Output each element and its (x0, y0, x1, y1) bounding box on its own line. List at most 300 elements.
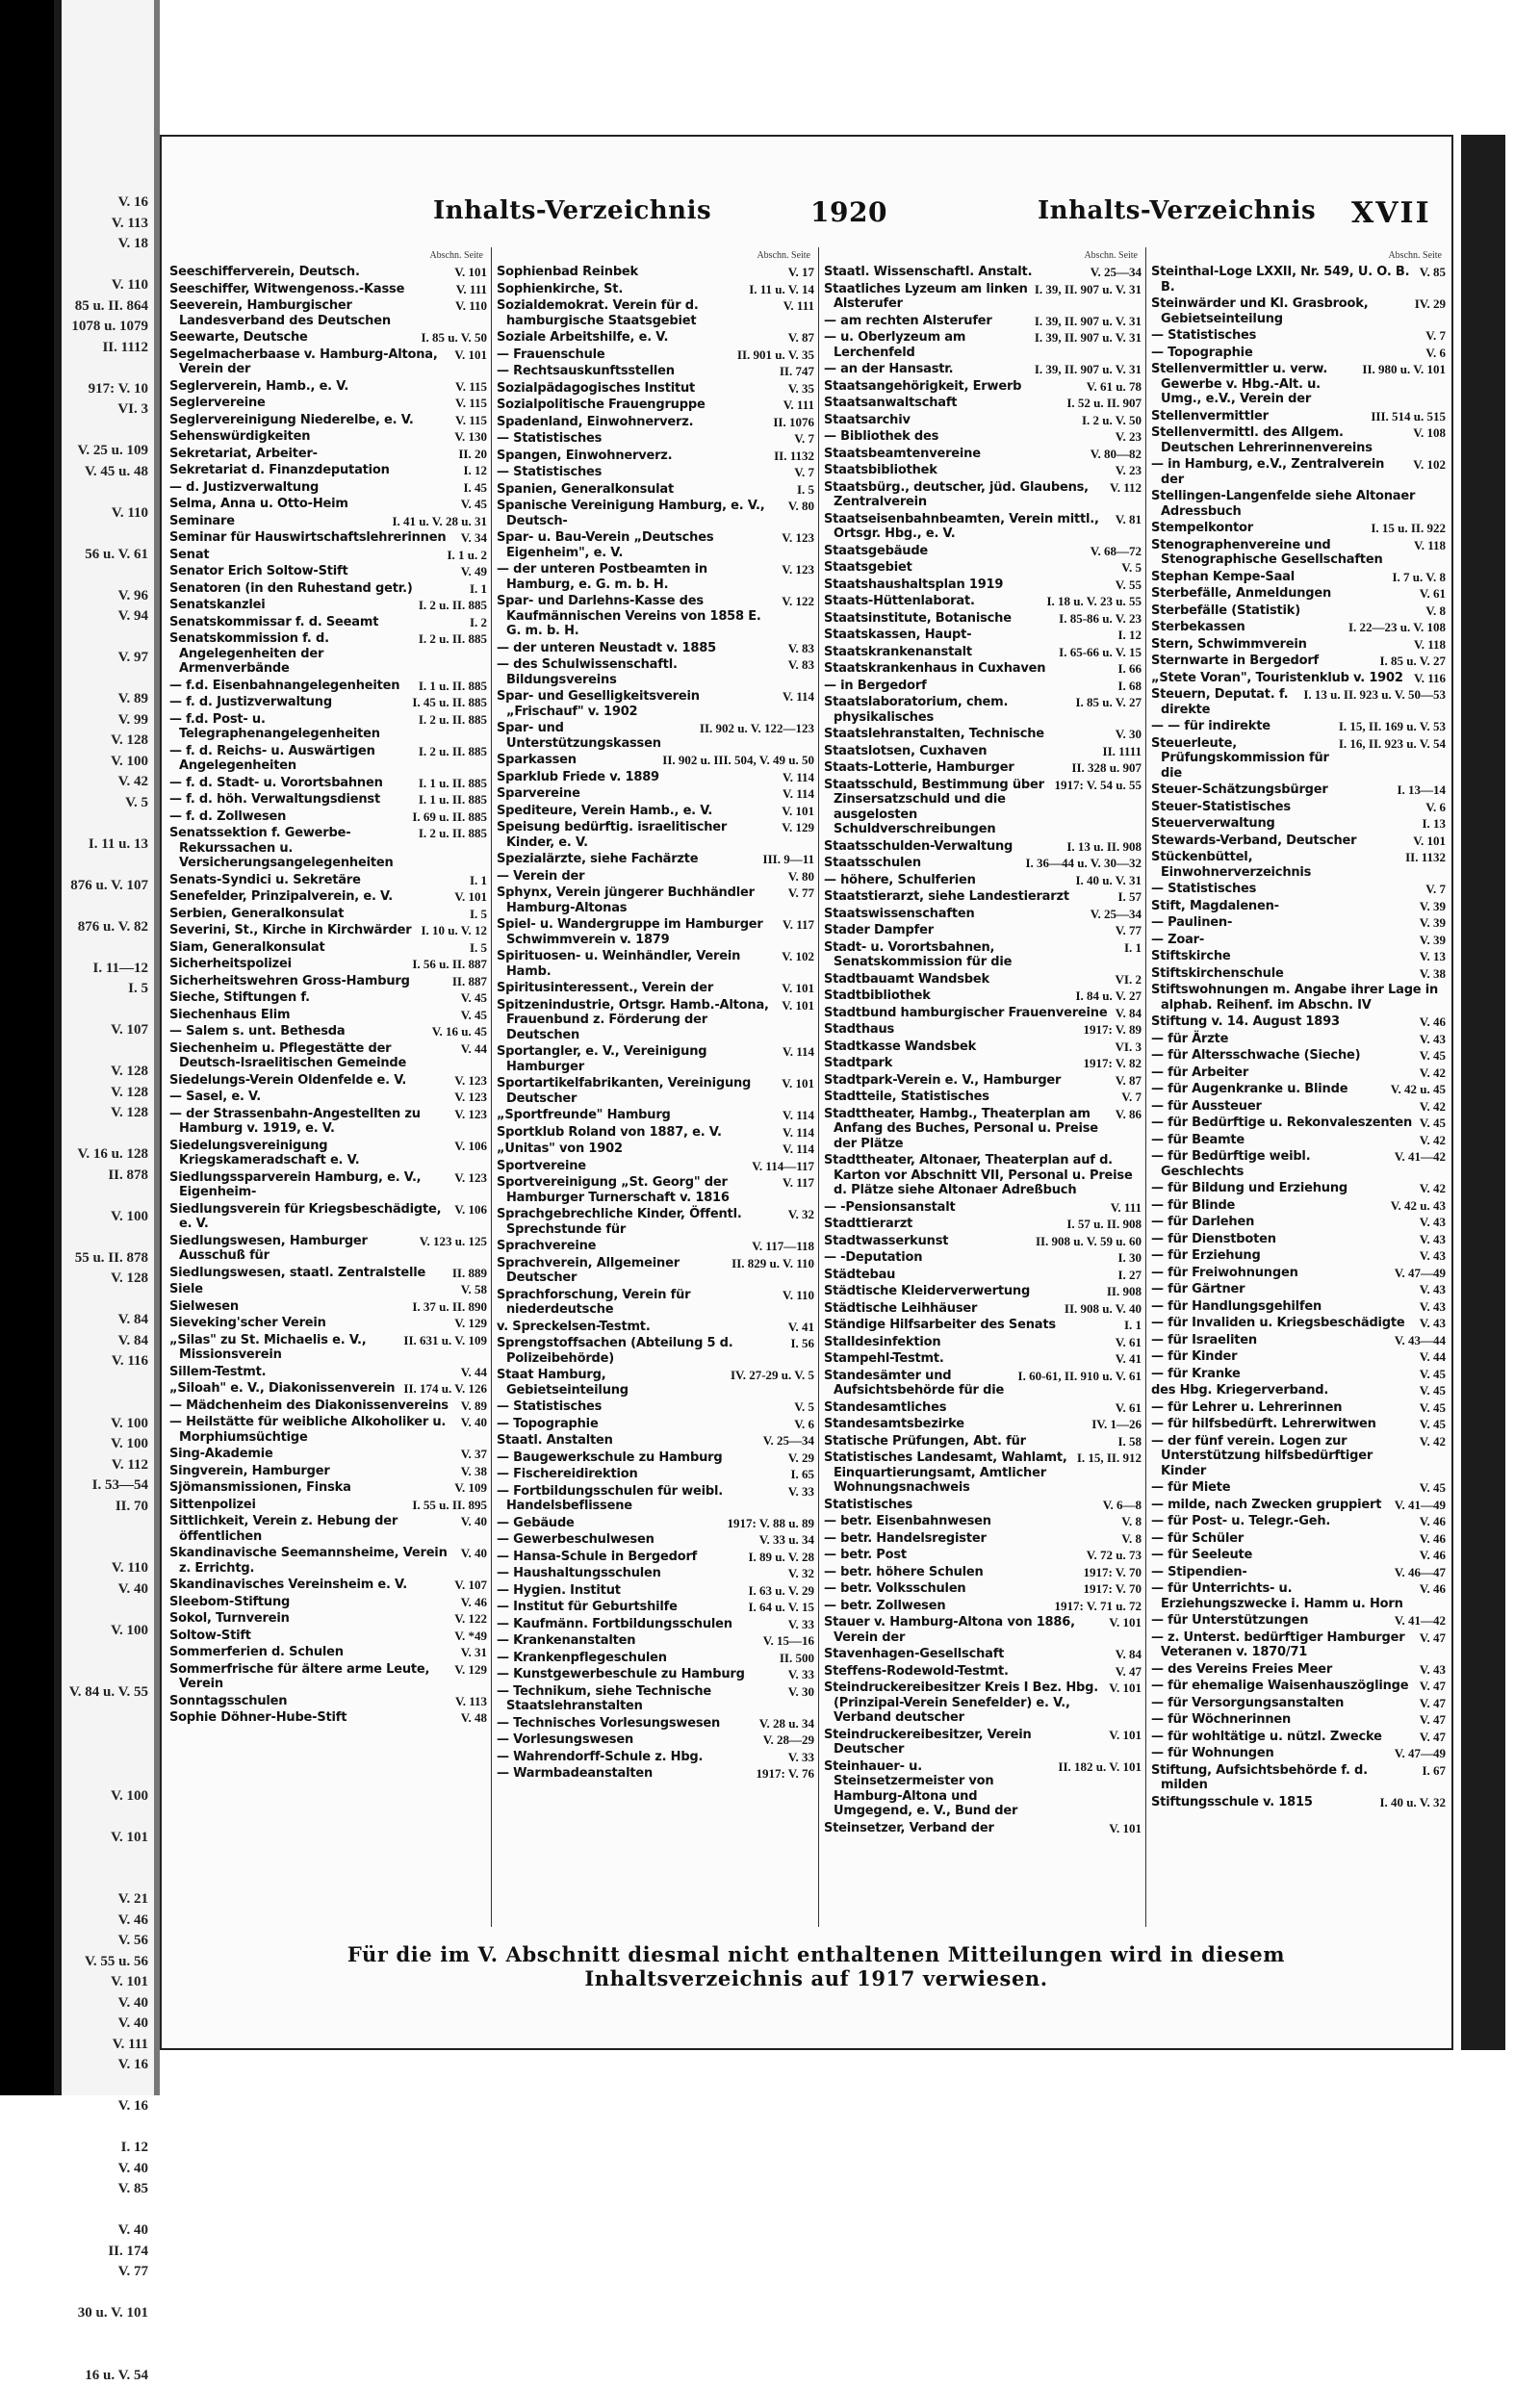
index-entry (824, 1301, 1142, 1317)
entry-term-text: — d. Justizverwaltung (169, 480, 319, 495)
entry-term-text: Senator Erich Soltow-Stift (169, 564, 348, 578)
index-page (160, 135, 1453, 2050)
entry-term-text: Städtische Leihhäuser (824, 1301, 977, 1316)
entry-reference: I. 15, II. 169 u. V. 53 (1333, 719, 1446, 734)
index-entry (1151, 1333, 1446, 1348)
entry-term-text: Seeverein, Hamburgischer Landesverband des Deutschen (169, 298, 391, 328)
entry-reference: II. 1132 (1399, 850, 1446, 865)
entry-term-text: Stiftung, Aufsichtsbehörde f. d. milden (1151, 1763, 1368, 1793)
entry-term (169, 1415, 455, 1445)
index-entry (1151, 850, 1446, 880)
entry-term-text: Spadenland, Einwohnerverz. (497, 415, 693, 429)
index-entry (169, 447, 487, 462)
entry-term-text: — Haushaltungsschulen (497, 1566, 661, 1580)
entry-term-text: Sternwarte in Bergedorf (1151, 654, 1319, 668)
entry-term (497, 1399, 788, 1415)
entry-term (824, 1284, 1101, 1299)
entry-term-text: — für Israeliten (1151, 1333, 1257, 1347)
previous-page-ref: 16 u. V. 54 (62, 2366, 154, 2386)
entry-reference: 1917: V. 89 (1077, 1022, 1142, 1038)
index-entry (1151, 1662, 1446, 1678)
previous-page-ref (62, 813, 154, 834)
entry-reference: V. 41—42 (1389, 1613, 1446, 1629)
entry-term-text: Sozialpolitische Frauengruppe (497, 398, 706, 412)
index-entry (497, 1207, 814, 1237)
entry-reference: V. 17 (783, 265, 814, 280)
entry-term-text: Staatsschulen (824, 856, 921, 870)
entry-term (169, 889, 449, 905)
index-entry (824, 695, 1142, 725)
entry-term (824, 379, 1081, 395)
entry-term-text: Seglerverein, Hamb., e. V. (169, 379, 348, 394)
entry-reference: I. 57 u. II. 908 (1061, 1217, 1142, 1232)
index-entry (824, 265, 1142, 280)
entry-term-text: Spar- und Unterstützungskassen (497, 721, 661, 751)
entry-term (824, 1759, 1052, 1819)
index-entry (497, 1433, 814, 1449)
entry-term (1151, 1367, 1414, 1382)
entry-term-text: — für Post- u. Telegr.-Geh. (1151, 1514, 1330, 1528)
entry-term-text: Stellenvermittl. des Allgem. Deutschen Lehrerinnenvereins (1151, 425, 1373, 455)
entry-reference: II. 901 u. V. 35 (732, 347, 814, 363)
entry-term-text: — Rechtsauskunftsstellen (497, 364, 675, 378)
index-entry (169, 990, 487, 1006)
entry-term (169, 330, 415, 346)
previous-page-ref: V. 100 (62, 1786, 154, 1808)
entry-term (1151, 1082, 1385, 1097)
entry-term-text: Sprachverein, Allgemeiner Deutscher (497, 1256, 680, 1286)
entry-term (169, 1282, 455, 1297)
entry-term (1151, 1149, 1389, 1179)
entry-reference: II. 631 u. V. 109 (398, 1333, 487, 1348)
entry-term (824, 314, 1029, 329)
entry-term-text: Steuer-Schätzungsbürger (1151, 783, 1328, 797)
entry-term-text: Staatsinstitute, Botanische (824, 611, 1012, 626)
entry-term (824, 988, 1069, 1004)
entry-term-text: — Statistisches (1151, 882, 1256, 896)
index-entry (169, 1365, 487, 1380)
entry-term (1151, 1048, 1414, 1064)
entry-reference: V. 45 (455, 990, 487, 1006)
index-entry (497, 1125, 814, 1141)
entry-term (824, 1335, 1110, 1350)
entry-term-text: Staatsgebäude (824, 544, 928, 558)
entry-term (824, 512, 1110, 542)
index-entry (824, 1514, 1142, 1529)
previous-page-ref: I. 5 (62, 979, 154, 1000)
entry-term (824, 1680, 1103, 1726)
index-entry (169, 1282, 487, 1297)
entry-term (1151, 654, 1373, 669)
entry-reference: V. 7 (1420, 882, 1446, 897)
index-entry (169, 1381, 487, 1397)
previous-page-ref: V. 16 (62, 2096, 154, 2117)
entry-term-text: — Salem s. unt. Bethesda (169, 1024, 345, 1039)
entry-term (1151, 671, 1408, 686)
index-entry (169, 1234, 487, 1264)
index-entry (169, 1008, 487, 1023)
entry-reference: V. 101 (776, 804, 814, 819)
entry-term (497, 1651, 774, 1666)
entry-term-text: Seminar für Hauswirtschaftslehrerinnen (169, 530, 446, 545)
entry-term (1151, 570, 1386, 585)
index-entry (824, 839, 1142, 855)
entry-term (497, 1766, 750, 1782)
entry-term-text: — für Gärtner (1151, 1282, 1245, 1296)
index-entry (497, 265, 814, 280)
entry-term-text: — für Ärzte (1151, 1032, 1228, 1046)
entry-term (497, 415, 767, 430)
entry-term-text: — Verein der (497, 869, 584, 884)
entry-reference: V. 47 (1110, 1664, 1142, 1680)
entry-term (824, 1107, 1110, 1152)
entry-reference: V. 7 (1116, 1090, 1142, 1105)
entry-term-text: Sparvereine (497, 786, 580, 801)
entry-term (824, 889, 1112, 905)
entry-reference: II. 887 (447, 974, 487, 989)
entry-term-text: Steuer-Statistisches (1151, 800, 1291, 814)
index-entry (1151, 1014, 1446, 1030)
entry-reference: 1917: V. 71 u. 72 (1048, 1599, 1142, 1614)
entry-reference: V. 8 (1116, 1514, 1142, 1529)
entry-term (169, 1546, 455, 1576)
entry-term (1151, 1232, 1414, 1247)
index-entry (169, 564, 487, 579)
entry-term (1151, 915, 1414, 931)
entry-term-text: Siedelungsvereinigung Kriegskameradschaft e. V. (169, 1139, 360, 1168)
entry-term-text: — für Lehrer u. Lehrerinnen (1151, 1400, 1342, 1415)
entry-term-text: v. Spreckelsen-Testmt. (497, 1320, 651, 1334)
previous-page-ref: V. 110 (62, 503, 154, 525)
entry-reference: II. 500 (774, 1651, 814, 1666)
index-entry (824, 330, 1142, 360)
entry-term (1151, 265, 1414, 295)
entry-term (169, 1464, 455, 1479)
index-entry (497, 1766, 814, 1782)
entry-term-text: Sterbekassen (1151, 620, 1245, 634)
entry-reference: V. 33 (783, 1750, 814, 1765)
entry-reference: V. 123 (449, 1107, 487, 1122)
entry-reference: I. 2 u. II. 885 (413, 631, 487, 647)
entry-term-text: Siedelungs-Verein Oldenfelde e. V. (169, 1073, 406, 1088)
index-entry (1151, 834, 1446, 849)
previous-page-ref: V. 45 u. 48 (62, 462, 154, 483)
entry-term-text: Stückenbüttel, Einwohnerverzeichnis (1151, 850, 1311, 880)
entry-term (497, 482, 791, 498)
entry-term (169, 907, 464, 922)
entry-term-text: Stadtbund hamburgischer Frauenvereine (824, 1006, 1107, 1020)
entry-reference: I. 57 (1112, 889, 1142, 905)
entry-term (169, 1234, 414, 1264)
entry-reference: V. 117 (777, 1175, 814, 1191)
index-entry (1151, 1198, 1446, 1214)
previous-page-ref: V. 107 (62, 1020, 154, 1041)
entry-term-text: — Stipendien- (1151, 1565, 1247, 1579)
index-entry (824, 889, 1142, 905)
entry-term (169, 497, 455, 512)
entry-term (824, 1318, 1118, 1333)
entry-term (1151, 687, 1297, 717)
entry-term-text: — betr. Eisenbahnwesen (824, 1514, 991, 1528)
entry-reference: V. 85 (1414, 265, 1446, 280)
entry-reference: I. 30 (1112, 1250, 1142, 1266)
entry-term (1151, 834, 1407, 849)
index-entry (497, 1617, 814, 1632)
entry-term (497, 1368, 725, 1398)
entry-reference: I. 10 u. V. 12 (415, 923, 487, 938)
entry-term (824, 1664, 1110, 1680)
entry-term (824, 1514, 1116, 1529)
previous-page-ref: V. 101 (62, 1972, 154, 1993)
entry-reference: IV. 27-29 u. V. 5 (725, 1368, 814, 1383)
entry-term (169, 1447, 455, 1462)
index-entry (824, 679, 1142, 694)
entry-reference: II. 174 u. V. 126 (398, 1381, 487, 1397)
previous-page-ref (62, 565, 154, 586)
entry-reference: I. 1 u. II. 885 (413, 792, 487, 808)
entry-term (169, 282, 450, 297)
entry-term-text: Staatseisenbahnbeamten, Verein mittl., Ortsgr. Hbg., e. V. (824, 512, 1099, 542)
entry-reference: V. 33 (783, 1484, 814, 1500)
header-year: 1920 (810, 196, 887, 228)
entry-reference: V. 8 (1420, 603, 1446, 619)
entry-term (497, 594, 776, 639)
index-entry (824, 1022, 1142, 1038)
index-entry (824, 1680, 1142, 1726)
entry-term (497, 1583, 742, 1599)
index-entry (169, 923, 487, 938)
entry-reference: V. 87 (1110, 1073, 1142, 1089)
entry-reference: V. 30 (1110, 727, 1142, 742)
index-entry (824, 907, 1142, 922)
index-entry (497, 1450, 814, 1466)
entry-reference: V. 42 u. 45 (1385, 1082, 1446, 1097)
entry-term-text: — f.d. Post- u. Telegraphenangelegenheiten (169, 712, 380, 742)
index-entry (169, 615, 487, 630)
index-entry (497, 1399, 814, 1415)
index-entry (169, 1333, 487, 1363)
entry-term (497, 1633, 757, 1649)
index-entry (169, 282, 487, 297)
entry-reference: V. 83 (783, 657, 814, 673)
entry-term (169, 1381, 398, 1397)
index-entry (169, 1578, 487, 1593)
index-column-3 (824, 247, 1142, 1927)
entry-term (497, 449, 768, 464)
entry-term-text: — am rechten Alsterufer (824, 314, 992, 328)
index-entry (1151, 637, 1446, 653)
previous-page-ref: V. 16 (62, 192, 154, 214)
entry-term (497, 347, 732, 363)
previous-page-ref: I. 12 (62, 2138, 154, 2159)
entry-reference: V. 45 (1414, 1116, 1446, 1131)
entry-term-text: — Baugewerkschule zu Hamburg (497, 1450, 722, 1465)
entry-reference: V. 111 (1105, 1200, 1142, 1216)
entry-reference: V. 42 (1414, 1181, 1446, 1196)
entry-reference: V. 123 (776, 530, 814, 546)
entry-reference: I. 13—14 (1391, 783, 1446, 798)
entry-term (1151, 1763, 1416, 1793)
entry-term-text: Staatskrankenhaus in Cuxhaven (824, 661, 1045, 676)
entry-term (1151, 1383, 1414, 1398)
entry-reference: V. 40 (455, 1415, 487, 1430)
entry-reference: V. 44 (455, 1041, 487, 1057)
entry-reference: I. 39, II. 907 u. V. 31 (1029, 330, 1142, 346)
index-entry (824, 362, 1142, 377)
previous-page-ref: V. 56 (62, 1931, 154, 1952)
index-entry (497, 689, 814, 719)
page-number: XVII (1351, 196, 1431, 230)
entry-term-text: Siele (169, 1282, 203, 1296)
previous-page-ref (62, 255, 154, 276)
entry-reference: II. 1132 (768, 449, 814, 464)
entry-term-text: Stenographenvereine und Stenographische Gesellschaften (1151, 538, 1383, 568)
index-entry (497, 330, 814, 346)
index-entry (497, 1044, 814, 1074)
entry-term-text: Staatslehranstalten, Technische (824, 727, 1044, 741)
entry-reference: I. 1 u. 2 (441, 548, 487, 563)
index-entry (824, 480, 1142, 510)
index-entry (497, 1076, 814, 1106)
entry-term-text: Staatsangehörigkeit, Erwerb (824, 379, 1021, 394)
header-left-title: Inhalts-Verzeichnis (433, 196, 711, 225)
index-column-4 (1151, 247, 1446, 1927)
entry-term (497, 499, 783, 528)
entry-term-text: Steuerverwaltung (1151, 816, 1275, 831)
entry-reference: I. 27 (1112, 1268, 1142, 1283)
index-entry (824, 413, 1142, 428)
index-entry (497, 364, 814, 379)
previous-page-edge (62, 0, 157, 2095)
entry-term (824, 330, 1029, 360)
entry-term-text: Städtische Kleiderverwertung (824, 1284, 1030, 1298)
entry-term-text: Statistisches (824, 1498, 912, 1512)
entry-term-text: Skandinavische Seemannsheime, Verein z. Errichtg. (169, 1546, 448, 1576)
index-entry (1151, 933, 1446, 948)
index-entry (1151, 1082, 1446, 1097)
entry-term (1151, 1630, 1414, 1660)
entry-reference: V. 130 (449, 429, 487, 445)
entry-reference: V. 118 (1408, 538, 1446, 553)
entry-term-text: — betr. Handelsregister (824, 1531, 987, 1546)
index-entry (824, 1531, 1142, 1547)
entry-term-text: Sittenpolizei (169, 1498, 256, 1512)
entry-term (1151, 983, 1440, 1013)
entry-term-text: Staatsbürg., deutscher, jüd. Glaubens, Zentralverein (824, 480, 1089, 510)
entry-term-text: — für Kranke (1151, 1367, 1241, 1381)
entry-term (497, 1750, 783, 1765)
entry-term-text: — -Pensionsanstalt (824, 1200, 955, 1215)
entry-term-text: Sportvereinigung „St. Georg" der Hamburger Turnerschaft v. 1816 (497, 1175, 730, 1205)
entry-reference: I. 1 u. II. 885 (413, 776, 487, 791)
entry-term (1151, 1014, 1414, 1030)
entry-term-text: Steuern, Deputat. f. direkte (1151, 687, 1288, 717)
entry-term-text: — Vorlesungswesen (497, 1732, 633, 1747)
previous-page-ref (62, 937, 154, 959)
entry-term (1151, 1417, 1414, 1432)
entry-term-text: Staatskassen, Haupt- (824, 628, 971, 642)
entry-reference: V. 43 (1414, 1032, 1446, 1047)
index-entry (824, 972, 1142, 988)
entry-term-text: Sophienbad Reinbek (497, 265, 638, 279)
entry-term (1151, 1662, 1414, 1678)
entry-reference: V. 42 (1414, 1434, 1446, 1450)
entry-term-text: Stadtpark-Verein e. V., Hamburger (824, 1073, 1061, 1088)
entry-term-text: — Fischereidirektion (497, 1467, 638, 1481)
index-entry (497, 753, 814, 768)
previous-page-ref: II. 878 (62, 1166, 154, 1187)
index-entry (497, 1633, 814, 1649)
index-entry (169, 1090, 487, 1105)
entry-term (497, 1716, 754, 1732)
entry-term-text: Stellenvermittler (1151, 409, 1269, 423)
entry-reference: V. 107 (449, 1578, 487, 1593)
entry-term-text: Stiftungsschule v. 1815 (1151, 1795, 1313, 1809)
index-entry (1151, 521, 1446, 536)
entry-term-text: Stiftung v. 14. August 1893 (1151, 1014, 1340, 1029)
entry-term-text: — Technisches Vorlesungswesen (497, 1716, 720, 1731)
entry-term-text: — f. d. höh. Verwaltungsdienst (169, 792, 380, 807)
previous-page-ref (62, 1848, 154, 1869)
entry-term-text: Staatshaushaltsplan 1919 (824, 577, 1003, 592)
index-entry (824, 1318, 1142, 1333)
entry-term-text: — für Bedürftige weibl. Geschlechts (1151, 1149, 1310, 1179)
entry-reference: V. 129 (449, 1662, 487, 1678)
entry-reference: V. 45 (1414, 1417, 1446, 1432)
index-entry (497, 381, 814, 397)
entry-term (824, 679, 1112, 694)
column-divider (818, 247, 819, 1927)
entry-term (497, 949, 776, 979)
index-entry (1151, 1565, 1446, 1580)
entry-term-text: — milde, nach Zwecken gruppiert (1151, 1498, 1381, 1512)
index-entry (1151, 687, 1446, 717)
entry-reference: II. 980 u. V. 101 (1356, 362, 1446, 377)
entry-reference: V. 118 (1408, 637, 1446, 653)
entry-reference: I. 60-61, II. 910 u. V. 61 (1013, 1369, 1142, 1384)
entry-term-text: Sieveking'scher Verein (169, 1316, 326, 1330)
previous-page-ref (62, 2076, 154, 2097)
entry-term-text: — für Invaliden u. Kriegsbeschädigte (1151, 1316, 1405, 1330)
previous-page-ref (62, 1869, 154, 1890)
entry-term-text: — für Seeleute (1151, 1548, 1252, 1562)
previous-page-ref: V. 100 (62, 752, 154, 773)
previous-page-ref: V. 100 (62, 1434, 154, 1455)
entry-term (497, 981, 776, 996)
entry-reference: I. 56 (784, 1336, 814, 1351)
previous-page-ref (62, 1600, 154, 1621)
entry-term (497, 562, 776, 592)
entry-term-text: Sprachgebrechliche Kinder, Öffentl. Sprechstunde für (497, 1207, 742, 1237)
entry-term (1151, 1531, 1414, 1547)
entry-term-text: Singverein, Hamburger (169, 1464, 330, 1478)
entry-term-text: Spar- und Darlehns-Kasse des Kaufmännischen Vereins von 1858 E. G. m. b. H. (497, 594, 761, 638)
entry-term (1151, 949, 1414, 964)
entry-term (497, 852, 757, 867)
index-entry (169, 1595, 487, 1610)
entry-reference: V. 114 (777, 689, 814, 705)
index-entry (169, 1316, 487, 1331)
entry-term (169, 1629, 449, 1644)
entry-term-text: — für Bildung und Erziehung (1151, 1181, 1348, 1195)
previous-page-ref: V. 77 (62, 2262, 154, 2283)
entry-term-text: Steinhauer- u. Steinsetzermeister von Hamburg-Altona und Umgegend, e. V., Bund der (824, 1759, 1017, 1819)
index-entry (824, 1234, 1142, 1249)
index-entry (169, 1514, 487, 1544)
index-entry (497, 465, 814, 480)
entry-reference: V. 46 (1414, 1581, 1446, 1597)
entry-reference: V. 61 u. 78 (1081, 379, 1142, 395)
